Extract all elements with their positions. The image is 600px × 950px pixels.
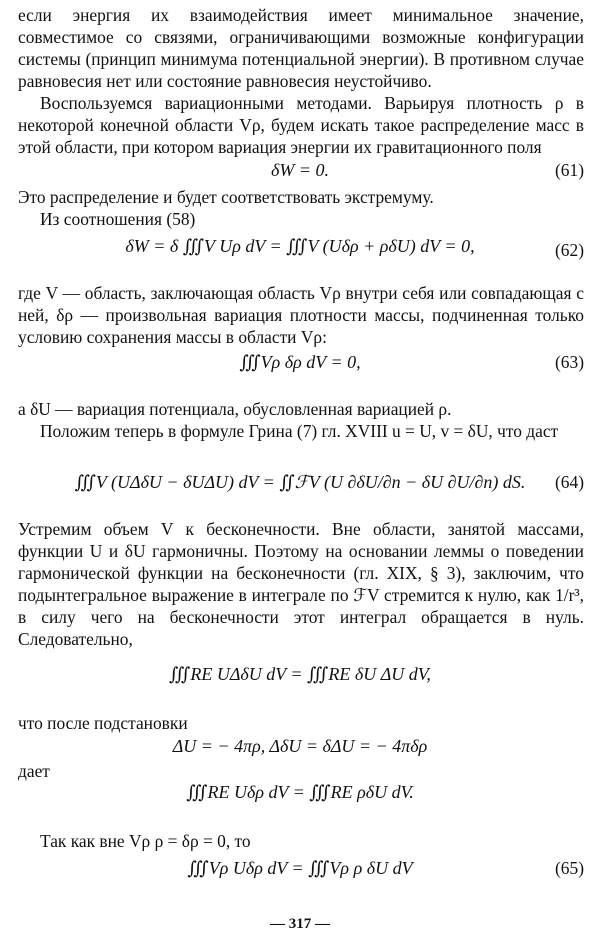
equation-64: ∭V (UΔδU − δUΔU) dV = ∬ℱV (U ∂δU/∂n − δU ∂U/∂n) dS. [74, 472, 526, 492]
equation-61: δW = 0. [270, 160, 329, 180]
equation-63: ∭Vρ δρ dV = 0, [239, 352, 361, 372]
paragraph-outside-region: Так как вне Vρ ρ = δρ = 0, то [40, 831, 251, 851]
paragraph-green-formula: Положим теперь в формуле Грина (7) гл. XVIII u = U, v = δU, что даст [40, 421, 559, 441]
paragraph-gives: дает [18, 761, 50, 781]
equation-number-65: (65) [555, 858, 584, 878]
paragraph-region-definition: где V — область, заключающая область Vρ внутри себя или совпадающая с ней, δρ — произвольная вариация плотности массы, подчиненная только условию сохранения массы в области Vρ: [18, 283, 584, 347]
equation-number-64: (64) [555, 472, 584, 492]
equation-substitution: ΔU = − 4πρ, ΔδU = δΔU = − 4πδρ [172, 736, 428, 756]
paragraph-potential-variation: а δU — вариация потенциала, обусловленная вариацией ρ. [18, 399, 452, 419]
paragraph-after-substitution: что после подстановки [18, 713, 188, 733]
equation-number-62: (62) [555, 240, 584, 260]
paragraph-from-relation: Из соотношения (58) [40, 209, 196, 229]
paragraph-equilibrium-condition: если энергия их взаимодействия имеет минимальное значение, совместимое со связями, ограничивающими возможные конфигурации системы (принцип минимума потенциальной энергии). В противном случае равновесия нет или состояние равновесия неустойчиво. [18, 5, 584, 91]
equation-result: ∭RE Uδρ dV = ∭RE ρδU dV. [186, 782, 414, 802]
equation-65: ∭Vρ Uδρ dV = ∭Vρ ρ δU dV [187, 858, 413, 878]
equation-number-61: (61) [555, 160, 584, 180]
equation-62: δW = δ ∭V Uρ dV = ∭V (Uδρ + ρδU) dV = 0, [125, 236, 475, 256]
paragraph-extremum: Это распределение и будет соответствовать экстремуму. [18, 187, 434, 207]
paragraph-variational-methods: Воспользуемся вариационными методами. Варьируя плотность ρ в некоторой конечной области Vρ, будем искать такое распределение масс в этой области, при котором вариация энергии их гравитационного поля [18, 93, 584, 157]
paragraph-volume-to-infinity: Устремим объем V к бесконечности. Вне области, занятой массами, функции U и δU гармоничны. Поэтому на основании леммы о поведении гармонической функции на бесконечности (гл. XIX, § 3), заключим, что подынтегральное выражение в интеграле по ℱV стремится к нулю, как 1/r³, в силу чего на бесконечности этот интеграл обращается в нуль. Следовательно, [18, 519, 584, 649]
equation-number-63: (63) [555, 352, 584, 372]
equation-harmonic-integral: ∭RE UΔδU dV = ∭RE δU ΔU dV, [169, 664, 431, 684]
page-number: — 317 — [270, 916, 330, 932]
